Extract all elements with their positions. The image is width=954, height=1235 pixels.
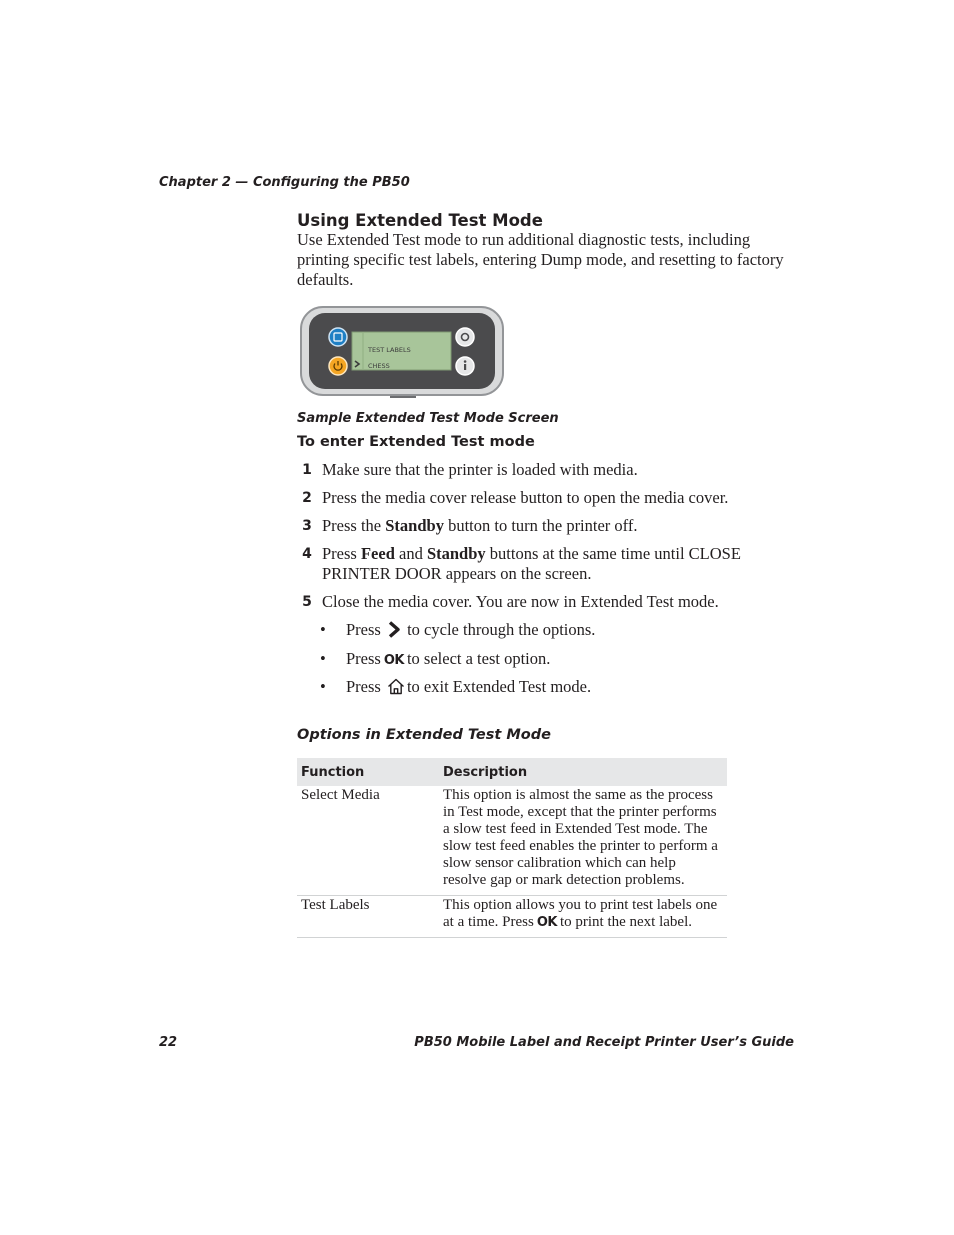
step-3	[300, 516, 780, 536]
bullet-text: to cycle through the options.	[407, 620, 596, 639]
step-number: 3	[302, 518, 312, 534]
step-text-part: Press	[322, 544, 361, 563]
header-function: Function	[301, 764, 365, 780]
bullet-text: to select a test option.	[406, 649, 551, 668]
step-number: 1	[302, 462, 312, 478]
ok-icon: OK	[383, 653, 404, 668]
bullet-dot: •	[320, 677, 326, 696]
table-row	[297, 896, 727, 938]
table-title: Options in Extended Test Mode	[297, 727, 551, 743]
chapter-header: Chapter 2 — Configuring the PB50	[159, 175, 410, 190]
bullet-text: Press	[346, 620, 381, 639]
row-function: Test Labels	[301, 897, 370, 913]
step-text-part: button to turn the printer off.	[443, 516, 638, 535]
lcd-line-2: CHESS	[368, 362, 390, 370]
row-description	[443, 896, 727, 937]
table-header-row	[297, 758, 727, 786]
step-4	[300, 544, 780, 584]
footer-title: PB50 Mobile Label and Receipt Printer User’s Guide	[414, 1035, 794, 1050]
step-5	[300, 592, 780, 612]
description-text: This option allows you to print test labels one at a time. Press	[443, 897, 718, 930]
procedure-title: To enter Extended Test mode	[297, 434, 535, 450]
step-text-part: Press the	[322, 516, 386, 535]
row-description: This option is almost the same as the process in Test mode, except that the printer performs a slow test feed in Extended Test mode. The slow test feed enables the printer to perform a slow sensor calibration which can help resolve gap or mark detection problems.	[443, 787, 718, 888]
chevron-right-icon	[387, 621, 401, 638]
bullet-dot: •	[320, 649, 326, 668]
bullet-cycle-options	[320, 620, 595, 640]
step-text: Press the media cover release button to open the media cover.	[322, 488, 729, 507]
step-number: 5	[302, 594, 312, 610]
step-text-part: and	[394, 544, 427, 563]
printer-panel-graphic	[300, 306, 504, 400]
standby-term: Standby	[385, 516, 444, 535]
printer-display-illustration	[300, 306, 504, 400]
step-text	[322, 516, 780, 536]
step-2	[300, 488, 780, 508]
bullet-text: Press	[346, 677, 381, 696]
ok-icon: OK	[536, 915, 557, 930]
bullet-text: to exit Extended Test mode.	[406, 677, 592, 696]
bullet-dot: •	[320, 620, 326, 639]
feed-term: Feed	[360, 544, 395, 563]
table-row	[297, 786, 727, 896]
feed-button-icon	[456, 328, 474, 346]
step-1	[300, 460, 780, 480]
step-text-part: buttons at the same time until CLOSE PRINTER DOOR appears on the screen.	[322, 544, 741, 583]
bullet-select-option	[320, 649, 550, 671]
page-number: 22	[159, 1035, 178, 1050]
step-text: Close the media cover. You are now in Extended Test mode.	[322, 592, 719, 611]
row-function: Select Media	[301, 787, 380, 803]
bullet-text: Press	[346, 649, 381, 668]
step-text	[322, 544, 780, 584]
description-text: to print the next label.	[559, 914, 693, 930]
lcd-line-1: TEST LABELS	[368, 346, 411, 354]
home-icon	[387, 678, 405, 695]
power-button-icon	[329, 357, 347, 375]
intro-paragraph: Use Extended Test mode to run additional diagnostic tests, including printing specific test labels, entering Dump mode, and resetting to factory defaults.	[297, 230, 784, 289]
step-number: 4	[302, 546, 312, 562]
header-description: Description	[443, 764, 528, 780]
figure-caption: Sample Extended Test Mode Screen	[297, 411, 559, 426]
options-table	[297, 758, 727, 938]
section-title: Using Extended Test Mode	[297, 211, 543, 230]
bullet-exit-mode	[320, 677, 591, 697]
step-text: Make sure that the printer is loaded with media.	[322, 460, 638, 479]
standby-term: Standby	[426, 544, 486, 563]
step-number: 2	[302, 490, 312, 506]
menu-button-icon	[329, 328, 347, 346]
